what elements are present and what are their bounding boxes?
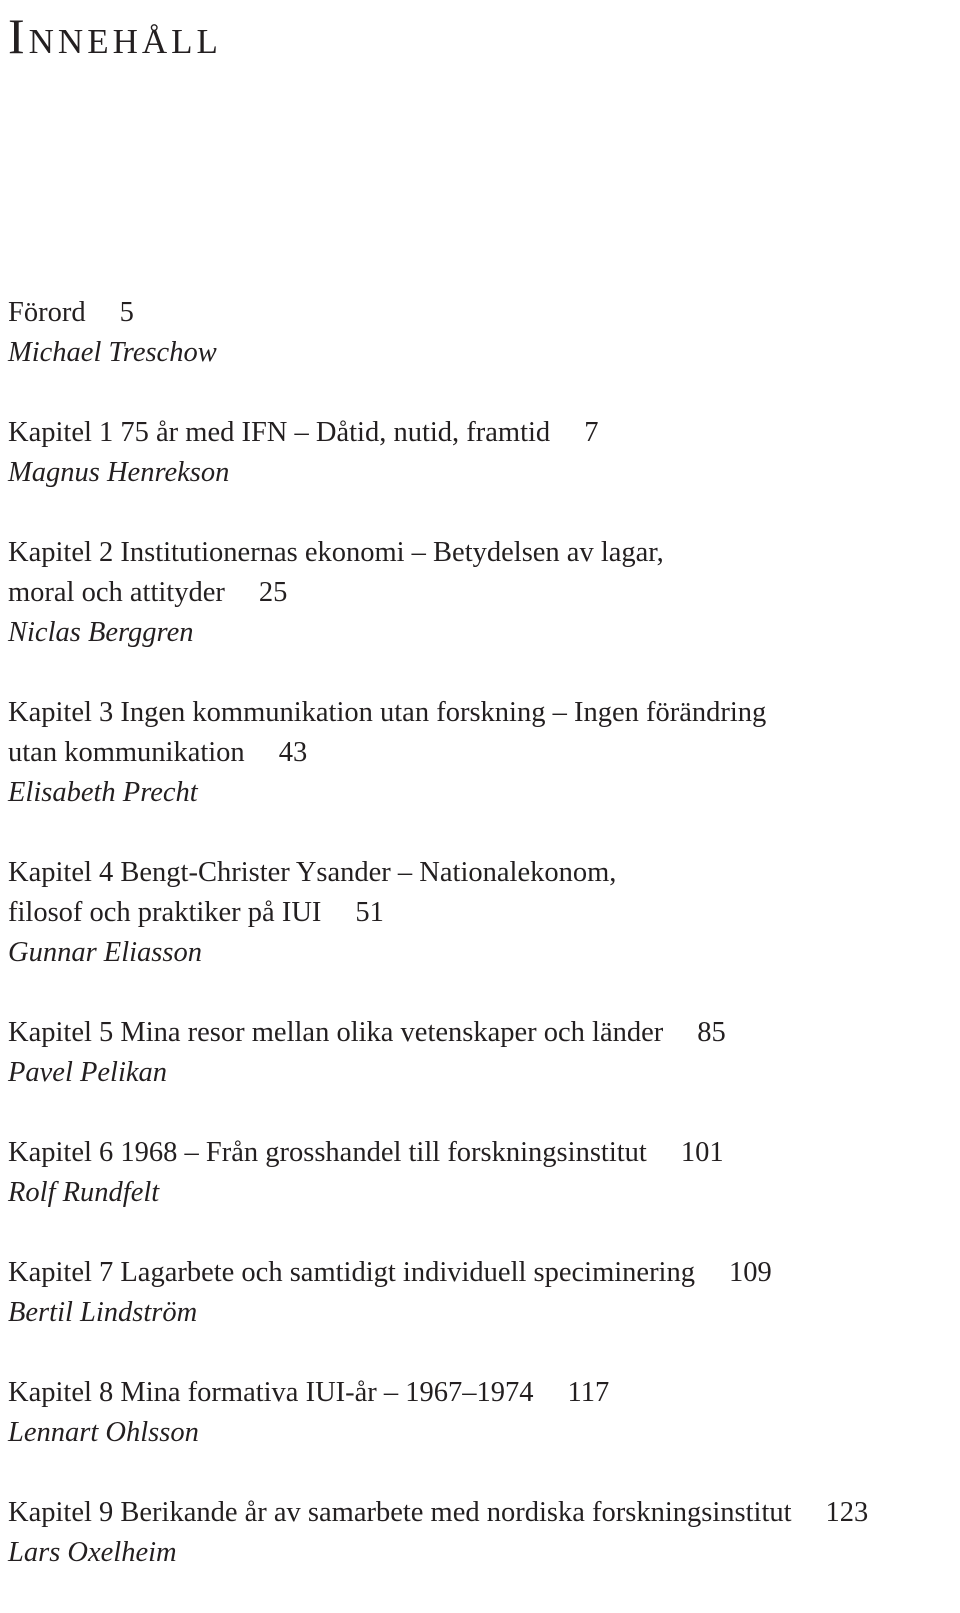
entry-title-line: filosof och praktiker på IUI — [8, 897, 322, 928]
entry-title — [8, 893, 953, 933]
entry-author: Lennart Ohlsson — [8, 1417, 199, 1448]
entry-author: Rolf Rundfelt — [8, 1177, 160, 1208]
entry-title — [8, 1133, 953, 1173]
entry-author: Magnus Henrekson — [8, 457, 230, 488]
entry-title-line: utan kommunikation — [8, 737, 245, 768]
entry-title-line: Kapitel 3 Ingen kommunikation utan forskning – Ingen förändring — [8, 697, 767, 728]
entry-title — [8, 1013, 953, 1053]
entry-author: Michael Treschow — [8, 337, 217, 368]
entry-author: Gunnar Eliasson — [8, 937, 202, 968]
entry-author: Lars Oxelheim — [8, 1537, 177, 1568]
entry-title — [8, 1373, 953, 1413]
entry-title — [8, 1253, 953, 1293]
table-of-contents — [8, 293, 953, 1613]
entry-title-line: Kapitel 6 1968 – Från grosshandel till forskningsinstitut — [8, 1137, 647, 1168]
page-number: 101 — [680, 1137, 724, 1168]
toc-entry-kapitel-6 — [8, 1133, 953, 1213]
toc-entry-forord — [8, 293, 953, 373]
entry-title-line: Kapitel 7 Lagarbete och samtidigt individuell speciminering — [8, 1257, 695, 1288]
page-number: 7 — [584, 417, 599, 448]
entry-author: Bertil Lindström — [8, 1297, 198, 1328]
toc-entry-kapitel-1 — [8, 413, 953, 493]
page-number: 43 — [278, 737, 308, 768]
toc-entry-kapitel-2 — [8, 533, 953, 653]
page-number: 5 — [119, 297, 134, 328]
entry-title-line: moral och attityder — [8, 577, 225, 608]
toc-entry-kapitel-7 — [8, 1253, 953, 1333]
entry-title-line: Kapitel 9 Berikande år av samarbete med nordiska forskningsinstitut — [8, 1497, 792, 1528]
toc-entry-kapitel-5 — [8, 1013, 953, 1093]
toc-entry-kapitel-9 — [8, 1493, 953, 1573]
page-number: 109 — [728, 1257, 772, 1288]
entry-title — [8, 293, 953, 333]
page-number: 51 — [355, 897, 384, 928]
entry-title — [8, 413, 953, 453]
page-number: 117 — [567, 1377, 610, 1408]
page-number: 123 — [825, 1497, 869, 1528]
toc-entry-kapitel-3 — [8, 693, 953, 813]
entry-title-line: Kapitel 5 Mina resor mellan olika vetenskaper och länder — [8, 1017, 664, 1048]
toc-entry-kapitel-8 — [8, 1373, 953, 1453]
entry-title-line: Kapitel 4 Bengt-Christer Ysander – Nationalekonom, — [8, 857, 617, 888]
page-title: Innehåll — [8, 8, 222, 64]
entry-author: Elisabeth Precht — [8, 777, 198, 808]
entry-title-line: Kapitel 8 Mina formativa IUI-år – 1967–1974 — [8, 1377, 534, 1408]
entry-title-line: Kapitel 2 Institutionernas ekonomi – Betydelsen av lagar, — [8, 537, 664, 568]
page-number: 85 — [697, 1017, 726, 1048]
entry-title-line: Kapitel 1 75 år med IFN – Dåtid, nutid, framtid — [8, 417, 551, 448]
page-number: 25 — [258, 577, 288, 608]
entry-author: Pavel Pelikan — [8, 1057, 168, 1088]
entry-title — [8, 733, 953, 773]
entry-title — [8, 573, 953, 613]
entry-title — [8, 1493, 953, 1533]
entry-author: Niclas Berggren — [8, 617, 194, 648]
toc-entry-kapitel-4 — [8, 853, 953, 973]
entry-title-line: Förord — [8, 297, 86, 328]
